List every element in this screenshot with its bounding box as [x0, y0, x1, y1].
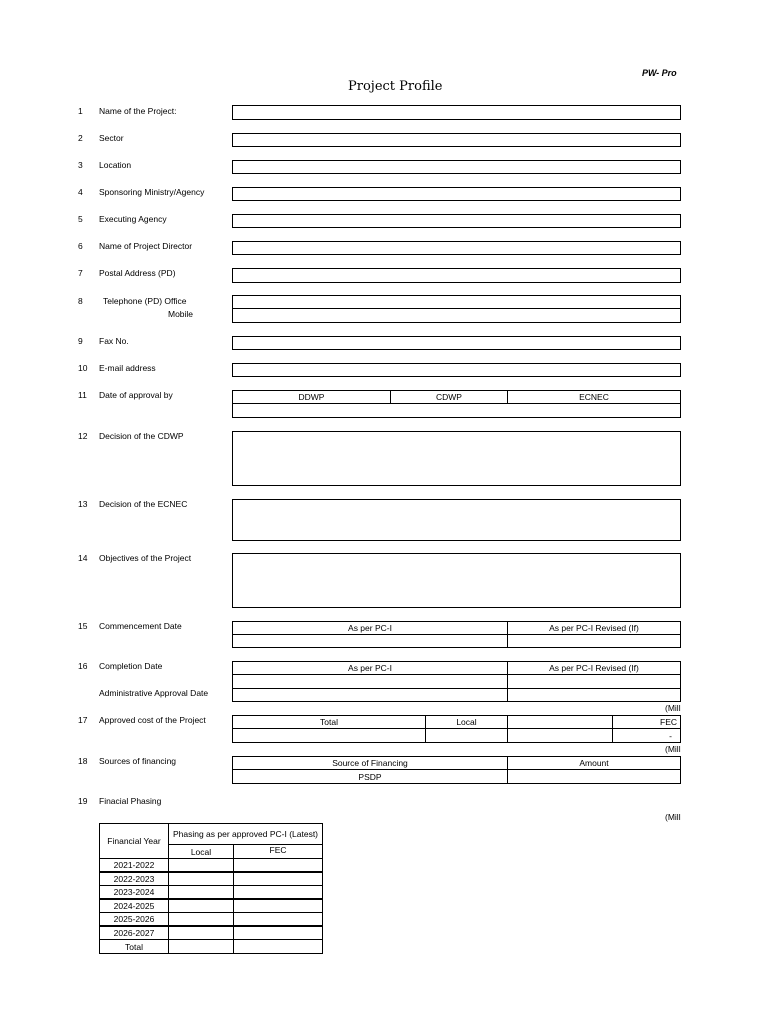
- row-label: Objectives of the Project: [99, 553, 192, 563]
- ecnec-decision-field[interactable]: [232, 499, 681, 541]
- row-label: Fax No.: [99, 336, 129, 346]
- row-number: 6: [78, 241, 83, 251]
- row-label: Sources of financing: [99, 756, 177, 766]
- phasing-year: 2022-2023: [99, 872, 169, 886]
- phasing-local-field[interactable]: [168, 885, 234, 899]
- admin-approval-label: Administrative Approval Date: [99, 688, 209, 698]
- page-title: Project Profile: [348, 79, 443, 94]
- phasing-fec-header: FEC: [233, 844, 323, 859]
- row-number: 10: [78, 363, 88, 373]
- phasing-fec-field[interactable]: [233, 858, 323, 872]
- commencement-pci-field[interactable]: [232, 634, 508, 648]
- commencement-pci-header: As per PC-I: [232, 621, 508, 635]
- source-header: Source of Financing: [232, 756, 508, 770]
- telephone-mobile-field[interactable]: [232, 308, 681, 323]
- row-label: Decision of the CDWP: [99, 431, 184, 441]
- row-label: Telephone (PD) Office: [103, 296, 187, 306]
- phasing-local-field[interactable]: [168, 858, 234, 872]
- row-label: Date of approval by: [99, 390, 173, 400]
- phasing-fec-field[interactable]: [233, 872, 323, 886]
- phasing-fec-field[interactable]: [233, 899, 323, 913]
- row-number: 8: [78, 296, 83, 306]
- psdp-cell: PSDP: [232, 769, 508, 784]
- project-director-field[interactable]: [232, 241, 681, 255]
- cost-total-field[interactable]: [232, 728, 426, 743]
- completion-pci-field[interactable]: [232, 674, 508, 689]
- row-number: 11: [78, 390, 87, 400]
- phasing-local-field[interactable]: [168, 912, 234, 926]
- cost-blank-header: [507, 715, 613, 729]
- row-label: Name of Project Director: [99, 241, 193, 251]
- financial-year-header: Financial Year: [99, 823, 169, 859]
- phasing-fec-field[interactable]: [233, 926, 323, 940]
- email-field[interactable]: [232, 363, 681, 377]
- row-label: Completion Date: [99, 661, 163, 671]
- cost-blank-field[interactable]: [507, 728, 613, 743]
- row-label: Name of the Project:: [99, 106, 177, 116]
- row-label: Decision of the ECNEC: [99, 499, 188, 509]
- approval-dates-field[interactable]: [232, 403, 681, 418]
- cost-unit: (Mill: [665, 703, 681, 713]
- phasing-local-header: Local: [168, 844, 234, 859]
- ddwp-header: DDWP: [232, 390, 391, 404]
- row-number: 9: [78, 336, 83, 346]
- telephone-office-field[interactable]: [232, 295, 681, 309]
- row-label: Location: [99, 160, 132, 170]
- cost-fec-header: FEC: [612, 715, 681, 729]
- sources-unit: (Mill: [665, 744, 681, 754]
- row-number: 17: [78, 715, 88, 725]
- phasing-year: 2024-2025: [99, 899, 169, 913]
- executing-agency-field[interactable]: [232, 214, 681, 228]
- fax-field[interactable]: [232, 336, 681, 350]
- phasing-local-field[interactable]: [168, 872, 234, 886]
- completion-revised-field[interactable]: [507, 674, 681, 689]
- row-label: Commencement Date: [99, 621, 182, 631]
- phasing-fec-field[interactable]: [233, 885, 323, 899]
- location-field[interactable]: [232, 160, 681, 174]
- sector-field[interactable]: [232, 133, 681, 147]
- cdwp-header: CDWP: [390, 390, 508, 404]
- cost-fec-field[interactable]: -: [612, 728, 681, 743]
- objectives-field[interactable]: [232, 553, 681, 608]
- row-number: 12: [78, 431, 88, 441]
- row-number: 14: [78, 553, 88, 563]
- row-number: 18: [78, 756, 88, 766]
- commencement-revised-field[interactable]: [507, 634, 681, 648]
- project-name-field[interactable]: [232, 105, 681, 120]
- ecnec-header: ECNEC: [507, 390, 681, 404]
- phasing-header: Phasing as per approved PC-I (Latest): [168, 823, 323, 845]
- completion-revised-header: As per PC-I Revised (If): [507, 661, 681, 675]
- row-number: 1: [78, 106, 83, 116]
- phasing-total-label: Total: [99, 939, 169, 954]
- row-label: Sector: [99, 133, 124, 143]
- commencement-revised-header: As per PC-I Revised (If): [507, 621, 681, 635]
- phasing-unit: (Mill: [665, 812, 681, 822]
- row-label: E-mail address: [99, 363, 156, 373]
- postal-address-field[interactable]: [232, 268, 681, 283]
- row-number: 7: [78, 268, 83, 278]
- cost-total-header: Total: [232, 715, 426, 729]
- phasing-local-field[interactable]: [168, 939, 234, 954]
- admin-approval-revised-field[interactable]: [507, 688, 681, 702]
- cost-local-header: Local: [425, 715, 508, 729]
- psdp-amount-field[interactable]: [507, 769, 681, 784]
- row-number: 3: [78, 160, 83, 170]
- cdwp-decision-field[interactable]: [232, 431, 681, 486]
- row-label: Approved cost of the Project: [99, 715, 206, 725]
- phasing-year: 2025-2026: [99, 912, 169, 926]
- row-number: 19: [78, 796, 88, 806]
- row-number: 15: [78, 621, 88, 631]
- phasing-year: 2021-2022: [99, 858, 169, 872]
- row-sublabel: Mobile: [168, 309, 194, 319]
- form-code: PW- Pro: [642, 68, 677, 78]
- row-label: Postal Address (PD): [99, 268, 176, 278]
- row-number: 13: [78, 499, 88, 509]
- amount-header: Amount: [507, 756, 681, 770]
- row-number: 5: [78, 214, 83, 224]
- admin-approval-pci-field[interactable]: [232, 688, 508, 702]
- phasing-year: 2023-2024: [99, 885, 169, 899]
- row-number: 16: [78, 661, 88, 671]
- completion-pci-header: As per PC-I: [232, 661, 508, 675]
- row-number: 4: [78, 187, 83, 197]
- phasing-local-field[interactable]: [168, 926, 234, 940]
- row-label: Sponsoring Ministry/Agency: [99, 187, 205, 197]
- phasing-fec-field[interactable]: [233, 912, 323, 926]
- sponsoring-agency-field[interactable]: [232, 187, 681, 201]
- phasing-year: 2026-2027: [99, 926, 169, 940]
- row-label: Finacial Phasing: [99, 796, 162, 806]
- row-number: 2: [78, 133, 83, 143]
- row-label: Executing Agency: [99, 214, 167, 224]
- phasing-local-field[interactable]: [168, 899, 234, 913]
- phasing-fec-field[interactable]: [233, 939, 323, 954]
- cost-local-field[interactable]: [425, 728, 508, 743]
